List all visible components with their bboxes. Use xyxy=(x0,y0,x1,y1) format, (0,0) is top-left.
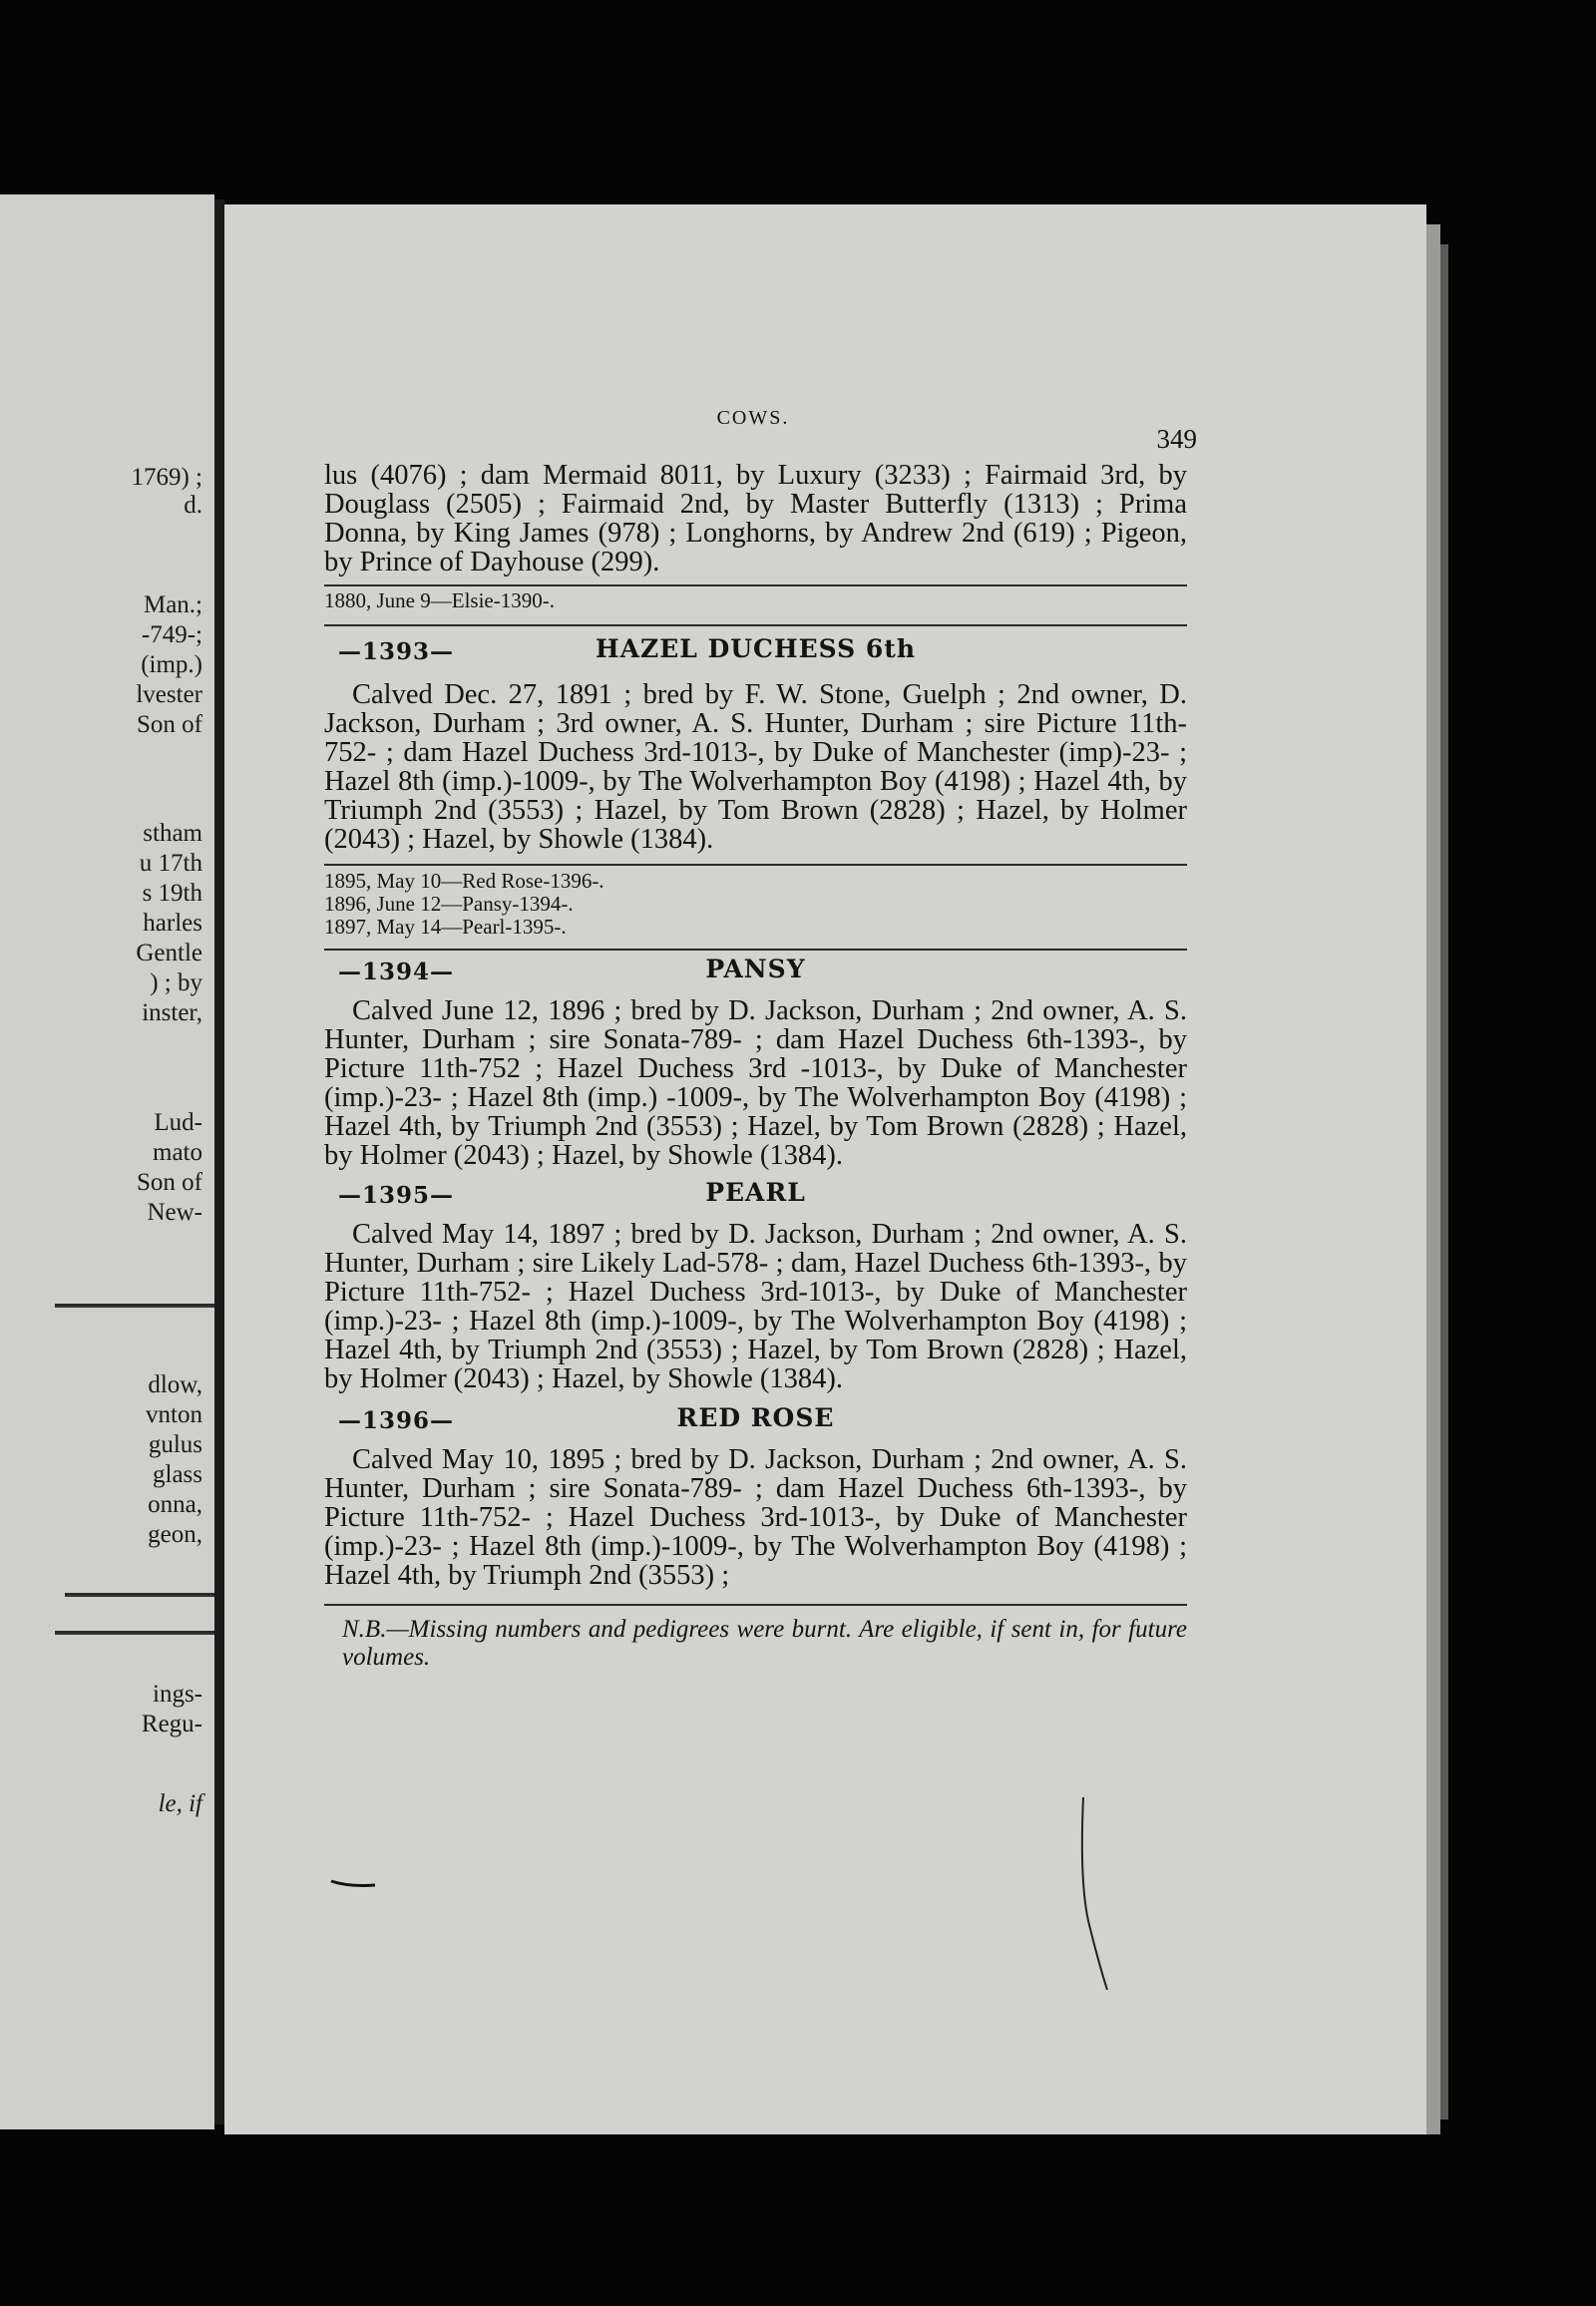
left-fragment-text: Gentle xyxy=(136,940,202,966)
entry-name: HAZEL DUCHESS 6th xyxy=(595,634,917,663)
left-divider xyxy=(55,1304,214,1308)
progeny-rule xyxy=(324,584,1187,586)
left-fragment-text: geon, xyxy=(148,1521,202,1548)
left-fragment-text: gulus xyxy=(148,1431,202,1458)
left-fragment-text: s 19th xyxy=(142,880,202,907)
entry-divider xyxy=(324,949,1187,951)
entry-pedigree: Calved May 10, 1895 ; bred by D. Jackson, Durham ; 2nd owner, A. S. Hunter, Durham ; sire Sonata-789- ; dam Hazel Duchess 6th-1393-, by Picture 11th-752- ; Hazel Duchess 3rd-1013-, by Duke of Manchester (imp.)-23- ; Hazel 8th (imp.)-1009-, by The Wolverhampton Boy (4198) ; Hazel 4th, by Triumph 2nd (3553) ; xyxy=(324,1444,1187,1591)
progeny-line: 1897, May 14—Pearl-1395-. xyxy=(324,915,567,939)
entry-number: —1395— xyxy=(338,1182,455,1209)
left-fragment-text: glass xyxy=(153,1461,202,1488)
page-edge xyxy=(1426,224,1440,2134)
entry-header xyxy=(324,1401,1187,1441)
left-fragment-text: le, if xyxy=(158,1790,202,1817)
entry-text xyxy=(324,680,1187,854)
entry-divider xyxy=(324,624,1187,626)
book-spine xyxy=(214,199,224,2124)
entry-name: RED ROSE xyxy=(676,1403,835,1432)
left-fragment-text: mato xyxy=(153,1139,202,1166)
pen-mark xyxy=(1077,1795,1117,1995)
left-fragment-text: d. xyxy=(184,492,202,519)
entry-name: PANSY xyxy=(705,955,806,983)
running-header: COWS. xyxy=(716,407,790,429)
left-divider xyxy=(55,1631,214,1635)
entry-name: PEARL xyxy=(705,1178,806,1207)
left-fragment-text: Lud- xyxy=(154,1109,202,1136)
left-divider xyxy=(65,1593,214,1597)
left-page-fragment xyxy=(0,194,214,2129)
progeny-line: 1895, May 10—Red Rose-1396-. xyxy=(324,869,604,893)
left-fragment-text: stham xyxy=(143,820,202,847)
progeny-line: 1896, June 12—Pansy-1394-. xyxy=(324,892,574,916)
left-fragment-text: Man.; xyxy=(143,591,202,618)
entry-number: —1394— xyxy=(338,959,455,985)
entry-header xyxy=(324,953,1187,992)
left-fragment-text: -749-; xyxy=(141,621,202,648)
left-fragment-text: vnton xyxy=(146,1401,202,1428)
footnote: N.B.—Missing numbers and pedigrees were burnt. Are eligible, if sent in, for future volumes. xyxy=(342,1616,1187,1671)
pen-mark xyxy=(329,1875,379,1895)
left-fragment-text: lvester xyxy=(136,681,202,708)
entry-pedigree: Calved May 14, 1897 ; bred by D. Jackson, Durham ; 2nd owner, A. S. Hunter, Durham ; sire Likely Lad-578- ; dam, Hazel Duchess 6th-1393-, by Picture 11th-752- ; Hazel Duchess 3rd-1013-, by Duke of Manchester (imp.)-23- ; Hazel 8th (imp.)-1009-, by The Wolverhampton Boy (4198) ; Hazel 4th, by Triumph 2nd (3553) ; Hazel, by Tom Brown (2828) ; Hazel, by Holmer (2043) ; Hazel, by Showle (1384). xyxy=(324,1219,1187,1394)
footnote-rule xyxy=(324,1604,1187,1606)
left-fragment-text: inster, xyxy=(142,999,202,1026)
entry-number: —1393— xyxy=(338,638,455,665)
left-fragment-text: Son of xyxy=(137,1169,202,1196)
left-fragment-text: ) ; by xyxy=(150,969,202,996)
entry-pedigree: Calved Dec. 27, 1891 ; bred by F. W. Stone, Guelph ; 2nd owner, D. Jackson, Durham ; 3rd owner, A. S. Hunter, Durham ; sire Picture 11th-752- ; dam Hazel Duchess 3rd-1013-, by Duke of Manchester (imp)-23- ; Hazel 8th (imp.)-1009-, by The Wolverhampton Boy (4198) ; Hazel 4th, by Triumph 2nd (3553) ; Hazel, by Tom Brown (2828) ; Hazel, by Holmer (2043) ; Hazel, by Showle (1384). xyxy=(324,679,1187,855)
entry-text xyxy=(324,1220,1187,1393)
left-fragment-text: u 17th xyxy=(139,850,202,877)
left-fragment-text: dlow, xyxy=(148,1371,202,1398)
entry-number: —1396— xyxy=(338,1407,455,1434)
entry-header xyxy=(324,632,1187,672)
left-fragment-text: harles xyxy=(143,910,202,937)
left-fragment-text: Regu- xyxy=(141,1711,202,1737)
main-column xyxy=(324,461,1187,1672)
left-fragment-text: ings- xyxy=(153,1681,202,1708)
entry-pedigree: Calved June 12, 1896 ; bred by D. Jackson, Durham ; 2nd owner, A. S. Hunter, Durham ; sire Sonata-789- ; dam Hazel Duchess 6th-1393-, by Picture 11th-752 ; Hazel Duchess 3rd -1013-, by Duke of Manchester (imp.)-23- ; Hazel 8th (imp.) -1009-, by The Wolverhampton Boy (4198) ; Hazel 4th, by Triumph 2nd (3553) ; Hazel, by Tom Brown (2828) ; Hazel, by Holmer (2043) ; Hazel, by Showle (1384). xyxy=(324,995,1187,1171)
progeny-rule xyxy=(324,864,1187,866)
continuation-text: lus (4076) ; dam Mermaid 8011, by Luxury (3233) ; Fairmaid 3rd, by Douglass (2505) ; Fairmaid 2nd, by Master Butterfly (1313) ; Prima Donna, by King James (978) ; Longhorns, by Andrew 2nd (619) ; Pigeon, by Prince of Dayhouse (299). xyxy=(324,460,1187,577)
left-fragment-text: 1769) ; xyxy=(131,464,202,491)
left-fragment-text: onna, xyxy=(148,1491,202,1518)
left-fragment-text: New- xyxy=(147,1199,202,1226)
page-edge xyxy=(1440,244,1448,2119)
progeny-line: 1880, June 9—Elsie-1390-. xyxy=(324,588,555,612)
left-fragment-text: (imp.) xyxy=(141,651,202,678)
page-number: 349 xyxy=(1156,424,1197,454)
entry-header xyxy=(324,1176,1187,1216)
entry-text xyxy=(324,996,1187,1170)
entry-text xyxy=(324,1445,1187,1590)
left-fragment-text: Son of xyxy=(137,711,202,738)
